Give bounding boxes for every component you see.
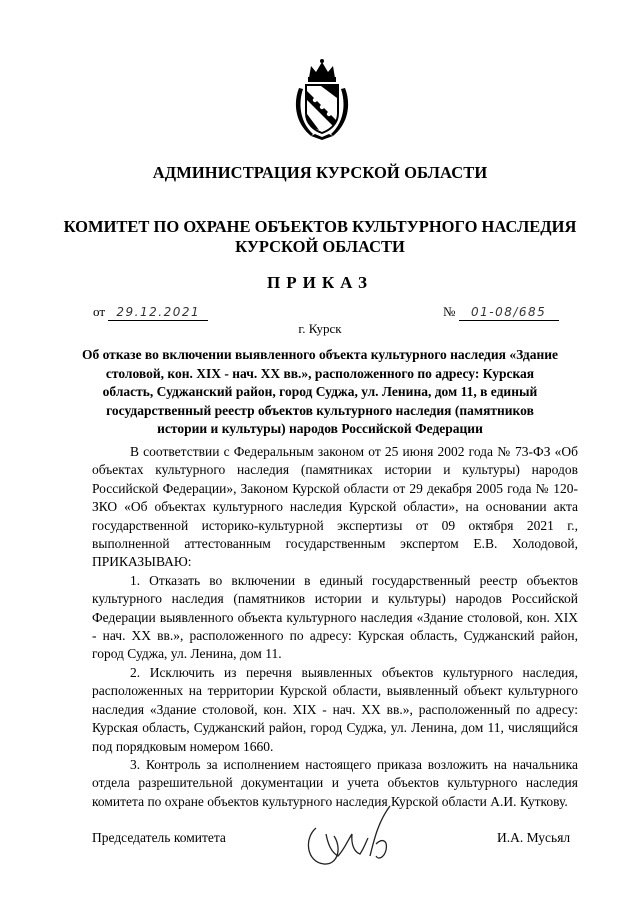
body-item-3: 3. Контроль за исполнением настоящего приказа возложить на начальника отдела разрешительной документации и учета объектов культурного наследия комитета по охране объектов культурного наследия Курской области А.И. Куткову.	[92, 756, 578, 809]
kursk-coat-of-arms-icon	[291, 58, 353, 142]
signatory-name: И.А. Мусьял	[497, 830, 571, 845]
date-value: 29.12.2021	[108, 305, 208, 321]
order-body	[92, 443, 578, 811]
order-number	[443, 304, 559, 321]
administration-heading: АДМИНИСТРАЦИЯ КУРСКОЙ ОБЛАСТИ	[152, 163, 488, 182]
number-value: 01-08/685	[459, 305, 559, 321]
date-prefix: от	[93, 304, 106, 319]
committee-heading-line2: КУРСКОЙ ОБЛАСТИ	[235, 237, 405, 256]
signatory-title: Председатель комитета	[92, 830, 226, 845]
body-item-2: 2. Исключить из перечня выявленных объектов культурного наследия, расположенных на территории Курской области, выявленный объект культурного наследия «Здание столовой, кон. XIX - нач. XX вв.», расположенный по адресу: Курская область, Суджанский район, город Суджа, ул. Ленина, дом 11, числящийся под порядковым номером 1660.	[92, 664, 578, 754]
committee-heading-line1: КОМИТЕТ ПО ОХРАНЕ ОБЪЕКТОВ КУЛЬТУРНОГО НАСЛЕДИЯ	[63, 217, 577, 236]
committee-heading	[60, 217, 580, 257]
order-subject: Об отказе во включении выявленного объекта культурного наследия «Здание столовой, кон. XIX - нач. XX вв.», расположенного по адресу: Курская область, Суджанский район, город Суджа, ул. Ленина, дом 11, в единый государственный реестр объектов культурного наследия (памятников истории и культуры) народов Российской Федерации	[81, 347, 558, 437]
city-line: г. Курск	[298, 321, 342, 336]
body-item-1: 1. Отказать во включении в единый государственный реестр объектов культурного наследия (памятников истории и культуры) народов Российской Федерации выявленного объекта культурного наследия «Здание столовой, кон. XIX - нач. XX вв.», расположенного по адресу: Курская область, Суджанский район, город Суджа, ул. Ленина, дом 11.	[92, 572, 578, 662]
handwritten-signature-icon	[298, 800, 408, 872]
document-type-title: ПРИКАЗ	[267, 273, 373, 292]
order-date	[93, 304, 208, 321]
body-intro: В соответствии с Федеральным законом от 25 июня 2002 года № 73-ФЗ «Об объектах культурного наследия (памятниках истории и культуры) народов Российской Федерации», Законом Курской области от 29 декабря 2005 года № 120-ЗКО «Об объектах культурного наследия Курской области», на основании акта государственной историко-культурной экспертизы от 09 октября 2021 г., выполненной аттестованным государственным экспертом Е.В. Холодовой, ПРИКАЗЫВАЮ:	[92, 444, 578, 570]
number-prefix: №	[443, 304, 456, 319]
